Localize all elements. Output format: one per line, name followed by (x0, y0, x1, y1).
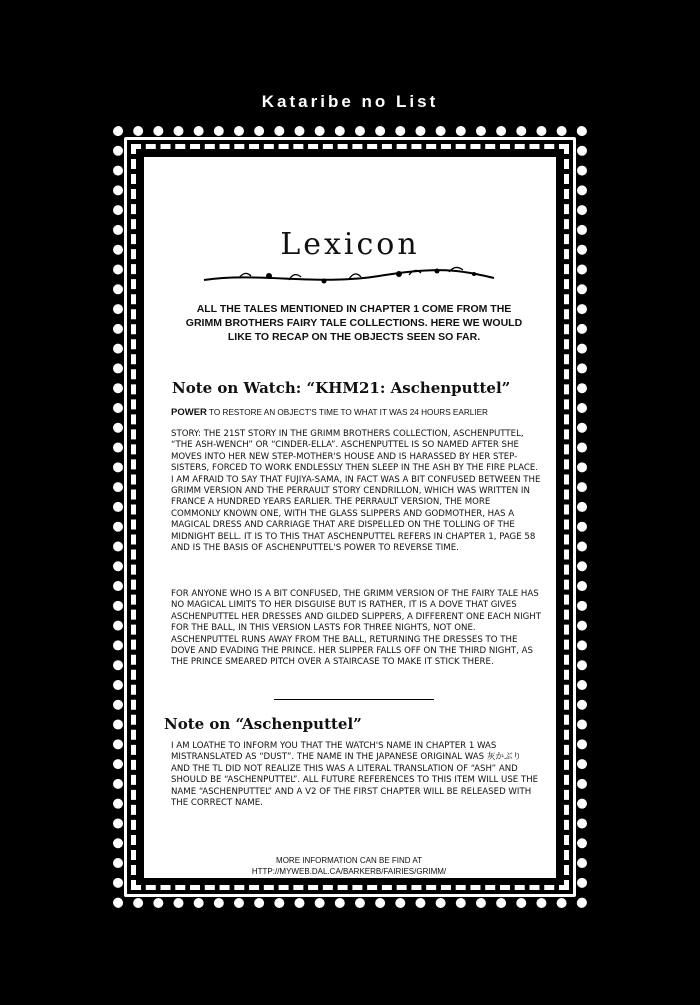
note-watch-heading: Note on Watch: “KHM21: Aschenputtel” (172, 379, 511, 397)
more-info (174, 855, 524, 877)
power-text: TO RESTORE AN OBJECT'S TIME TO WHAT IT WAS 24 HOURS EARLIER (209, 408, 488, 417)
lexicon-title: Lexicon (280, 227, 420, 262)
note-watch-story: STORY: THE 21ST STORY IN THE GRIMM BROTHERS COLLECTION, ASCHENPUTTEL, “THE ASH-WENCH” OR “CINDER-ELLA”. ASCHENPUTTEL IS SO NAMED AFTER SHE MOVES INTO HER NEW STEP-MOTHER'S HOUSE AND IS HARASSED BY HER STEP-SISTERS, FORCED TO WORK ENDLESSLY THEN SLEEP IN THE ASH BY THE FIRE PLACE. I AM AFRAID TO SAY THAT FUJIYA-SAMA, IN FACT WAS A BIT CONFUSED BETWEEN THE GRIMM VERSION AND THE PERRAULT STORY CENDRILLON, WHICH WAS WRITTEN IN FRANCE A HUNDRED YEARS EARLIER. THE PERRAULT VERSION, THE MORE COMMONLY KNOWN ONE, WITH THE GLASS SLIPPERS AND GODMOTHER, HAS A MAGICAL DRESS AND CARRIAGE THAT ARE DISPELLED ON THE TOLLING OF THE MIDNIGHT BELL. IT IS TO THIS THAT ASCHENPUTTEL REFERS IN CHAPTER 1, PAGE 58 AND IS THE BASIS OF ASCHENPUTTEL'S POWER TO REVERSE TIME. (171, 429, 541, 554)
power-label: POWER (171, 407, 207, 418)
note-aschenputtel-heading: Note on “Aschenputtel” (164, 715, 362, 733)
lexicon-intro: ALL THE TALES MENTIONED IN CHAPTER 1 COME FROM THE GRIMM BROTHERS FAIRY TALE COLLECTIONS. HERE WE WOULD LIKE TO RECAP ON THE OBJECTS SEEN SO FAR. (185, 303, 523, 343)
lexicon-panel (142, 155, 558, 880)
section-divider (274, 699, 434, 700)
more-info-label: MORE INFORMATION CAN BE FIND AT (276, 856, 422, 865)
note-watch-paragraph-2: FOR ANYONE WHO IS A BIT CONFUSED, THE GRIMM VERSION OF THE FAIRY TALE HAS NO MAGICAL LIMITS TO HER DISGUISE BUT IS RATHER, IT IS A DOVE THAT GIVES ASCHENPUTTEL HER DRESSES AND GILDED SLIPPERS, A DIFFERENT ONE EACH NIGHT FOR THE BALL, IN THIS VERSION LASTS FOR THREE NIGHTS, NOT ONE. ASCHENPUTTEL RUNS AWAY FROM THE BALL, RETURNING THE DRESSES TO THE DOVE AND EVADING THE PRINCE. HER SLIPPER FALLS OFF ON THE THIRD NIGHT, AS THE PRINCE SMEARED PITCH OVER A STAIRCASE TO MAKE IT STICK THERE. (171, 589, 541, 668)
vine-ornament-icon (199, 262, 499, 290)
power-line (171, 407, 551, 418)
page-header-title: Kataribe no List (261, 92, 439, 111)
more-info-url: HTTP://MYWEB.DAL.CA/BARKERB/FAIRIES/GRIMM/ (251, 867, 447, 876)
note-aschenputtel-text: I AM LOATHE TO INFORM YOU THAT THE WATCH'S NAME IN CHAPTER 1 WAS MISTRANSLATED AS “DUST”. THE NAME IN THE JAPANESE ORIGINAL WAS 灰かぶり AND THE TL DID NOT REALIZE THIS WAS A LITERAL TRANSLATION OF “ASH” AND SHOULD BE “ASCHENPUTTEL”. ALL FUTURE REFERENCES TO THIS ITEM WILL USE THE NAME “ASCHENPUTTEL” AND A V2 OF THE FIRST CHAPTER WILL BE RELEASED WITH THE CORRECT NAME. (171, 741, 539, 809)
